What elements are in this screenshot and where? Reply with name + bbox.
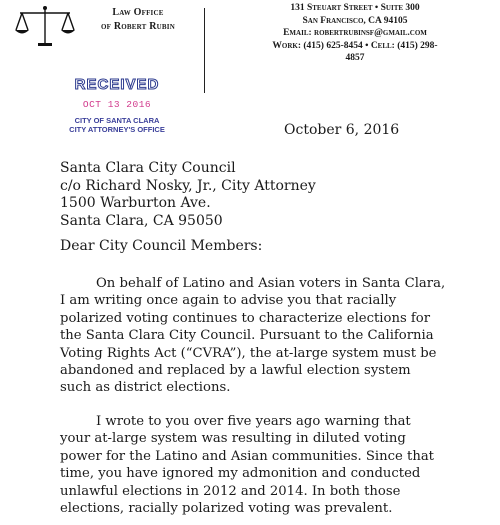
contact-phone-cont: 4857: [345, 53, 365, 63]
recipient-line: Santa Clara City Council: [60, 160, 236, 176]
received-stamp-org-line: CITY ATTORNEY'S OFFICE: [69, 125, 165, 134]
received-stamp-org: [58, 116, 176, 134]
letter-date: October 6, 2016: [284, 122, 400, 138]
paragraph-line: time, you have ignored my admonition and conducted: [60, 466, 421, 482]
contact-block: [214, 2, 496, 65]
body-paragraph-2: [60, 413, 492, 517]
paragraph-line: Voting Rights Act (“CVRA”), the at-large system must be: [60, 345, 437, 361]
firm-name-line: Law Office: [112, 7, 164, 18]
contact-street: 131 Steuart Street • Suite 300: [290, 3, 420, 13]
firm-name: [82, 6, 194, 34]
paragraph-line: power for the Latino and Asian communities. Since that: [60, 448, 434, 464]
recipient-line: Santa Clara, CA 95050: [60, 212, 223, 229]
paragraph-line: elections, racially polarized voting was prevalent.: [60, 501, 393, 517]
paragraph-line: the Santa Clara City Council. Pursuant to the California: [60, 328, 434, 344]
letterhead-divider: [204, 8, 205, 93]
received-stamp-label: RECEIVED: [74, 76, 160, 93]
paragraph-line: abandoned and replaced by a lawful election system: [60, 363, 411, 379]
salutation: Dear City Council Members:: [60, 238, 263, 254]
contact-phone: Work: (415) 625-8454 • Cell: (415) 298-: [272, 40, 438, 51]
body-paragraph-1: [60, 275, 492, 397]
received-stamp-date: OCT 13 2016: [82, 99, 152, 110]
received-stamp-org-line: CITY OF SANTA CLARA: [74, 116, 160, 125]
recipient-address: [60, 160, 316, 230]
received-stamp: [58, 74, 176, 134]
recipient-line: 1500 Warburton Ave.: [60, 195, 211, 211]
contact-email: Email: robertrubinsf@gmail.com: [283, 28, 427, 38]
paragraph-line: I wrote to you over five years ago warning that: [96, 414, 411, 429]
recipient-line: c/o Richard Nosky, Jr., City Attorney: [60, 177, 316, 194]
paragraph-line: polarized voting continues to characterize elections for: [60, 310, 431, 326]
scales-of-justice-logo-icon: [12, 4, 78, 48]
paragraph-line: your at-large system was resulting in diluted voting: [60, 431, 406, 447]
paragraph-line: On behalf of Latino and Asian voters in Santa Clara,: [96, 276, 446, 291]
contact-city: San Francisco, CA 94105: [302, 15, 408, 26]
paragraph-line: I am writing once again to advise you that racially: [60, 293, 397, 309]
firm-name-line: of Robert Rubin: [101, 21, 175, 32]
paragraph-line: such as district elections.: [60, 380, 231, 396]
paragraph-line: unlawful elections in 2012 and 2014. In both those: [60, 483, 401, 499]
